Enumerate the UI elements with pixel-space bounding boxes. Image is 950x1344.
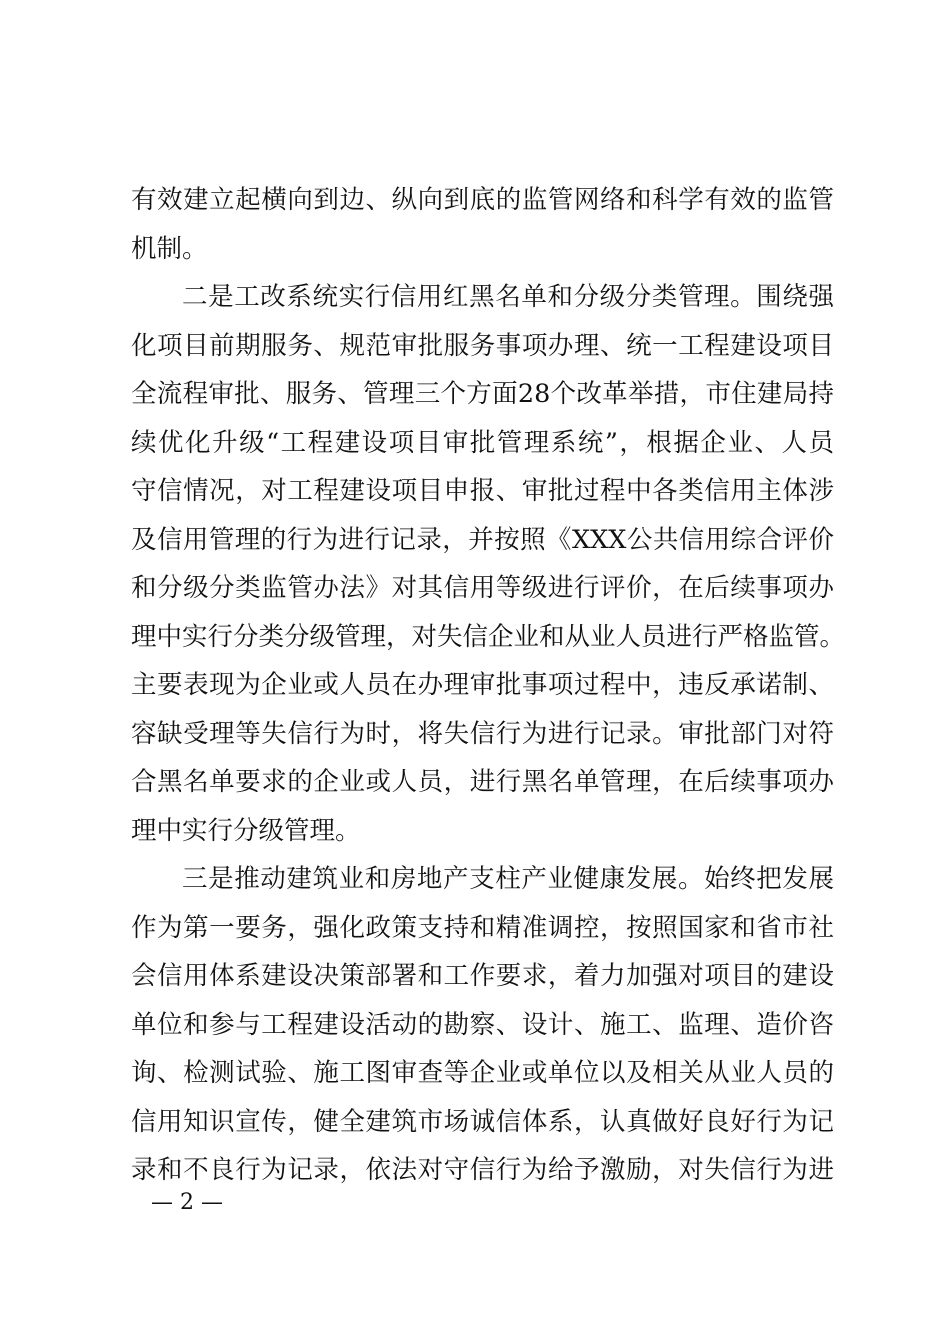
text-line: 理中实行分类分级管理，对失信企业和从业人员进行严格监管。 xyxy=(131,621,846,652)
text-line: 全流程审批、服务、管理三个方面28个改革举措，市住建局持 xyxy=(131,379,834,409)
paragraph-continuation xyxy=(131,176,834,273)
text-line: 和分级分类监管办法》对其信用等级进行评价，在后续事项办 xyxy=(131,573,834,603)
text-line: 会信用体系建设决策部署和工作要求，着力加强对项目的建设 xyxy=(131,961,834,991)
page-number: — 2 — xyxy=(151,1190,223,1215)
text-line: 询、检测试验、施工图审查等企业或单位以及相关从业人员的 xyxy=(131,1058,834,1088)
text-line: 化项目前期服务、规范审批服务事项办理、统一工程建设项目 xyxy=(131,330,834,361)
text-line: 及信用管理的行为进行记录，并按照《XXX公共信用综合评价 xyxy=(131,524,834,555)
text-line: 二是工改系统实行信用红黑名单和分级分类管理。围绕强 xyxy=(182,282,834,312)
text-line: 机制。 xyxy=(131,233,208,264)
text-line: 主要表现为企业或人员在办理审批事项过程中，违反承诺制、 xyxy=(131,670,834,700)
paragraph-construction-industry xyxy=(131,855,834,1195)
text-line: 三是推动建筑业和房地产支柱产业健康发展。始终把发展 xyxy=(182,864,834,894)
text-line: 信用知识宣传，健全建筑市场诚信体系，认真做好良好行为记 xyxy=(131,1106,834,1137)
text-line: 单位和参与工程建设活动的勘察、设计、施工、监理、造价咨 xyxy=(131,1009,834,1040)
text-line: 容缺受理等失信行为时，将失信行为进行记录。审批部门对符 xyxy=(131,718,834,749)
text-line: 有效建立起横向到边、纵向到底的监管网络和科学有效的监管 xyxy=(131,185,834,215)
text-line: 理中实行分级管理。 xyxy=(131,815,361,846)
text-line: 守信情况，对工程建设项目申报、审批过程中各类信用主体涉 xyxy=(131,476,834,506)
text-line: 合黑名单要求的企业或人员，进行黑名单管理，在后续事项办 xyxy=(131,767,834,797)
document-body xyxy=(131,176,846,1195)
paragraph-credit-red-black-list xyxy=(131,273,846,855)
text-line: 作为第一要务，强化政策支持和精准调控，按照国家和省市社 xyxy=(131,912,834,943)
text-line: 续优化升级“工程建设项目审批管理系统”，根据企业、人员 xyxy=(131,427,834,458)
text-line: 录和不良行为记录，依法对守信行为给予激励，对失信行为进 xyxy=(131,1155,834,1185)
